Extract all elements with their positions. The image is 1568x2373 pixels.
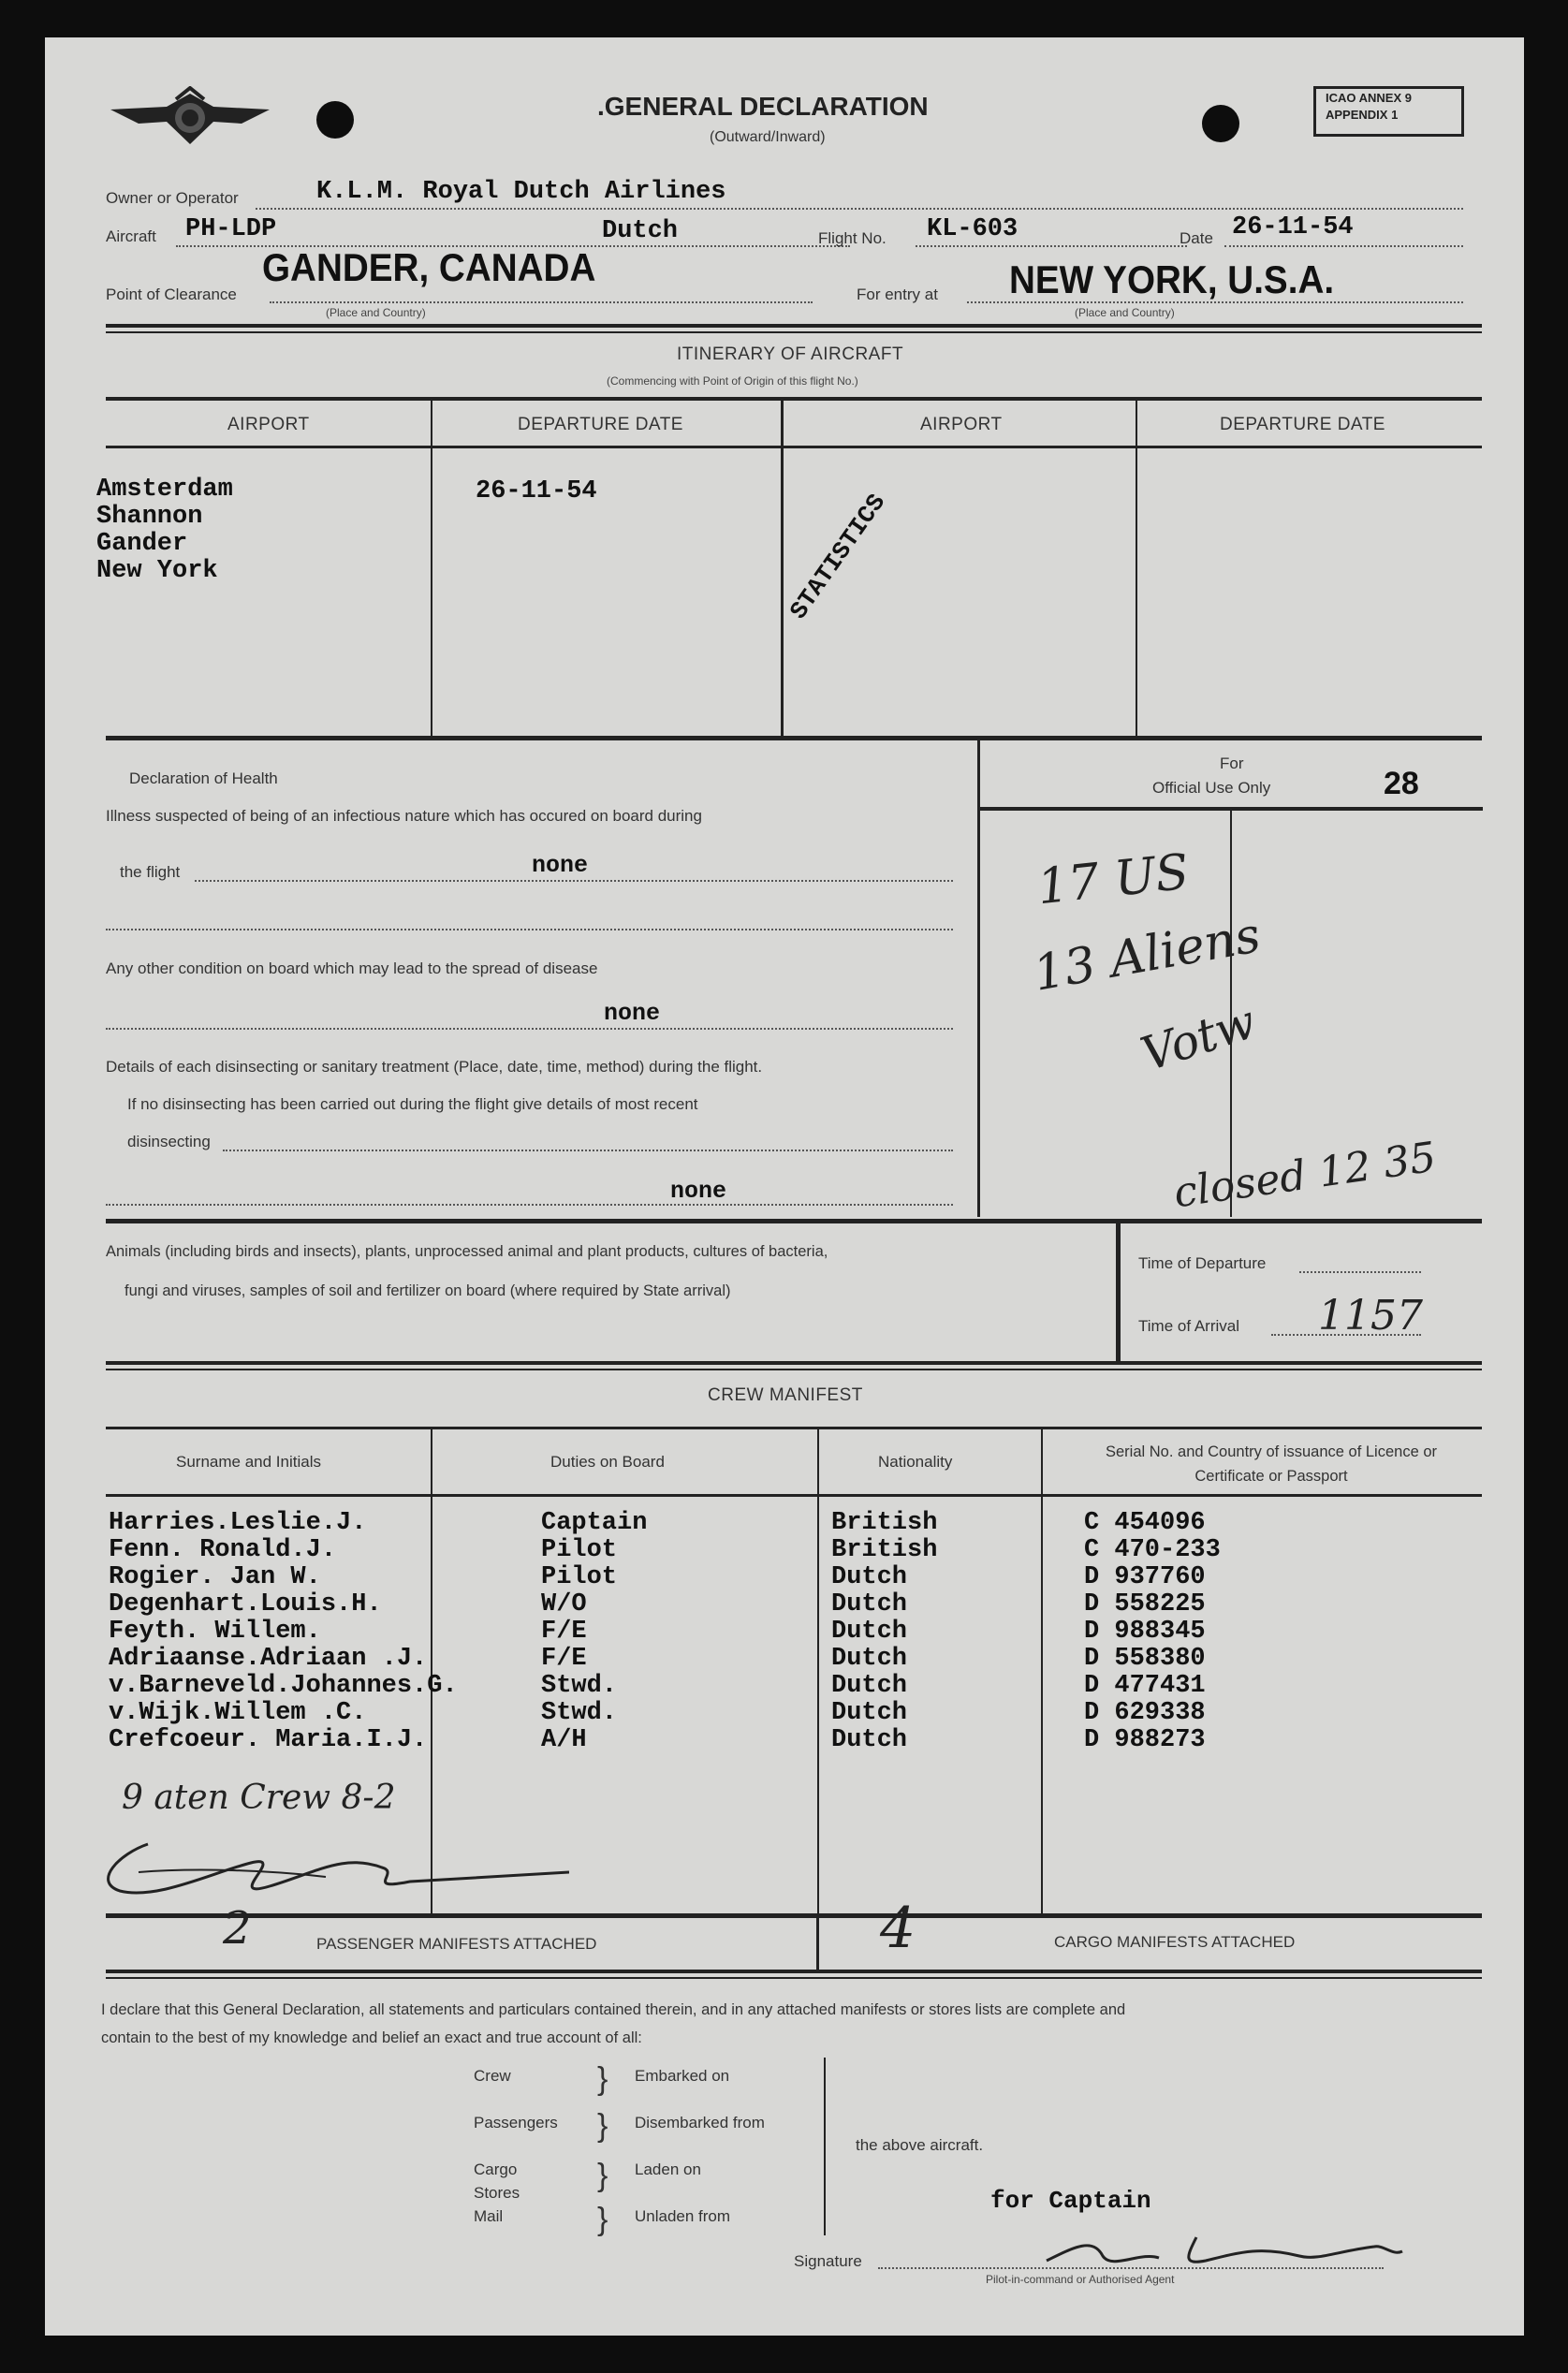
decl-brace-2: } <box>597 2108 608 2144</box>
crew-name-3: Rogier. Jan W. <box>109 1563 321 1591</box>
itinerary-title: ITINERARY OF AIRCRAFT <box>677 344 904 364</box>
crew-nationality-5: Dutch <box>831 1618 908 1646</box>
flight-no-value: KL-603 <box>927 215 1018 243</box>
crew-nationality-3: Dutch <box>831 1563 908 1591</box>
health-q2: Any other condition on board which may lead to the spread of disease <box>106 959 598 977</box>
aircraft-label: Aircraft <box>106 227 156 245</box>
date-label: Date <box>1180 229 1213 247</box>
health-q1-tail: the flight <box>120 863 181 881</box>
crew-duty-1: Captain <box>541 1509 648 1537</box>
crew-serial-2: C 470-233 <box>1084 1536 1221 1564</box>
itinerary-subtitle: (Commencing with Point of Origin of this flight No.) <box>607 374 858 388</box>
health-a3: none <box>670 1178 727 1205</box>
official-note-initials: Votw <box>1135 994 1263 1082</box>
manifest-rule-bottom-1 <box>106 1970 1482 1973</box>
itinerary-rule-header <box>106 446 1482 448</box>
itinerary-airport-2: Shannon <box>96 503 203 531</box>
for-captain: for Captain <box>990 2187 1151 2215</box>
arrival-time-value: 1157 <box>1318 1292 1423 1340</box>
crew-name-9: Crefcoeur. Maria.I.J. <box>109 1726 428 1754</box>
rule-header-1 <box>106 324 1482 328</box>
arrival-time-label: Time of Arrival <box>1138 1317 1240 1335</box>
cargo-manifest-label: CARGO MANIFESTS ATTACHED <box>1054 1933 1296 1951</box>
annex-label: ICAO ANNEX 9 APPENDIX 1 <box>1326 91 1412 122</box>
decl-cargo: Cargo <box>474 2161 518 2178</box>
aircraft-nationality: Dutch <box>602 217 679 245</box>
itinerary-rule-top <box>106 397 1482 401</box>
crew-duty-8: Stwd. <box>541 1699 618 1727</box>
cargo-manifest-count: 4 <box>880 1896 916 1961</box>
itinerary-vline-1 <box>431 399 432 736</box>
crew-handnote: 9 aten Crew 8-2 <box>122 1779 396 1817</box>
health-title: Declaration of Health <box>129 769 278 787</box>
health-q3-dots <box>223 1150 953 1151</box>
form-title: .GENERAL DECLARATION <box>597 92 929 121</box>
animals-rule-2 <box>106 1369 1482 1370</box>
crew-duty-2: Pilot <box>541 1536 618 1564</box>
decl-mail: Mail <box>474 2207 504 2225</box>
decl-crew: Crew <box>474 2067 511 2085</box>
clearance-value: GANDER, CANADA <box>262 245 596 289</box>
itinerary-header-date-1: DEPARTURE DATE <box>518 415 683 434</box>
animals-line-2: fungi and viruses, samples of soil and fertilizer on board (where required by State arrival) <box>125 1282 731 1299</box>
crew-nationality-7: Dutch <box>831 1672 908 1700</box>
date-dots <box>1224 245 1463 247</box>
official-vline-left <box>977 740 980 1217</box>
health-q3b: If no disinsecting has been carried out during the flight give details of most recent <box>127 1095 698 1113</box>
animals-vline <box>1116 1221 1121 1361</box>
health-rule-bottom <box>106 1219 1482 1223</box>
crew-duty-7: Stwd. <box>541 1672 618 1700</box>
flight-no-label: Flight No. <box>818 229 887 247</box>
punch-hole-left <box>316 101 354 139</box>
crew-header-serial: Serial No. and Country of issuance of Licence or Certificate or Passport <box>1105 1443 1438 1485</box>
crew-serial-8: D 629338 <box>1084 1699 1206 1727</box>
departure-time-label: Time of Departure <box>1138 1254 1267 1272</box>
health-blank-dots <box>106 929 953 930</box>
crew-duty-6: F/E <box>541 1645 587 1673</box>
crew-nationality-8: Dutch <box>831 1699 908 1727</box>
health-q3a: Details of each disinsecting or sanitary treatment (Place, date, time, method) during the flight. <box>106 1058 763 1076</box>
health-a2: none <box>604 1000 661 1027</box>
crew-rule-top <box>106 1427 1482 1429</box>
official-number: 28 <box>1384 766 1419 801</box>
crew-nationality-6: Dutch <box>831 1645 908 1673</box>
owner-dots <box>256 208 1463 210</box>
itinerary-rule-bottom <box>106 736 1482 740</box>
itinerary-header-airport-1: AIRPORT <box>227 415 310 434</box>
itinerary-header-date-2: DEPARTURE DATE <box>1220 415 1385 434</box>
entry-dots <box>967 301 1463 303</box>
decl-brace-1: } <box>597 2061 608 2097</box>
passenger-manifest-label: PASSENGER MANIFESTS ATTACHED <box>316 1935 597 1953</box>
crew-duty-3: Pilot <box>541 1563 618 1591</box>
flight-no-dots <box>916 245 1187 247</box>
decl-above-aircraft: the above aircraft. <box>856 2136 984 2154</box>
itinerary-departure-date: 26-11-54 <box>476 477 597 505</box>
entry-label: For entry at <box>857 286 938 303</box>
decl-laden: Laden on <box>635 2161 701 2178</box>
crew-name-7: v.Barneveld.Johannes.G. <box>109 1672 458 1700</box>
health-a1: none <box>532 852 589 879</box>
animals-line-1: Animals (including birds and insects), plants, unprocessed animal and plant products, cultures of bacteria, <box>106 1243 828 1260</box>
manifest-rule-top <box>106 1913 1482 1918</box>
health-q3c: disinsecting <box>127 1133 211 1150</box>
signature-label: Signature <box>794 2252 862 2270</box>
health-a1-dots <box>195 880 953 882</box>
itinerary-airport-3: Gander <box>96 530 188 558</box>
signature-caption: Pilot-in-command or Authorised Agent <box>986 2273 1175 2286</box>
passenger-manifest-count: 2 <box>223 1902 252 1955</box>
official-label-top: For <box>1220 754 1244 772</box>
crew-name-2: Fenn. Ronald.J. <box>109 1536 337 1564</box>
crew-duty-9: A/H <box>541 1726 587 1754</box>
crew-header-duties: Duties on Board <box>550 1453 665 1471</box>
crew-serial-9: D 988273 <box>1084 1726 1206 1754</box>
official-note-us: 17 US <box>1034 843 1192 916</box>
official-label: Official Use Only <box>1152 779 1271 797</box>
entry-value: NEW YORK, U.S.A. <box>1009 257 1335 301</box>
itinerary-vline-3 <box>1136 399 1137 736</box>
crew-nationality-2: British <box>831 1536 938 1564</box>
declaration-line-1: I declare that this General Declaration, all statements and particulars contained therein, and in any attached manifests or stores lists are complete and <box>101 2001 1126 2018</box>
crew-name-1: Harries.Leslie.J. <box>109 1509 367 1537</box>
crew-nationality-9: Dutch <box>831 1726 908 1754</box>
crew-name-8: v.Wijk.Willem .C. <box>109 1699 367 1727</box>
crew-signature-scribble <box>82 1816 569 1910</box>
aircraft-value: PH-LDP <box>185 215 277 243</box>
health-q1: Illness suspected of being of an infectious nature which has occured on board during <box>106 807 702 825</box>
crew-name-6: Adriaanse.Adriaan .J. <box>109 1645 428 1673</box>
crew-serial-5: D 988345 <box>1084 1618 1206 1646</box>
owner-label: Owner or Operator <box>106 189 239 207</box>
statistics-stamp: STATISTICS <box>784 489 892 625</box>
decl-passengers: Passengers <box>474 2114 558 2131</box>
crew-nationality-4: Dutch <box>831 1590 908 1619</box>
decl-unladen: Unladen from <box>635 2207 731 2225</box>
owner-value: K.L.M. Royal Dutch Airlines <box>316 178 726 206</box>
manifest-rule-bottom-2 <box>106 1977 1482 1979</box>
crew-title: CREW MANIFEST <box>708 1385 863 1405</box>
itinerary-airport-4: New York <box>96 557 218 585</box>
decl-brace-3: } <box>597 2158 608 2193</box>
crew-nationality-1: British <box>831 1509 938 1537</box>
crew-serial-3: D 937760 <box>1084 1563 1206 1591</box>
clearance-caption: (Place and Country) <box>326 306 426 319</box>
crew-serial-1: C 454096 <box>1084 1509 1206 1537</box>
decl-brace-4: } <box>597 2202 608 2237</box>
crew-vline-3 <box>1041 1428 1043 1913</box>
crew-duty-5: F/E <box>541 1618 587 1646</box>
crew-name-4: Degenhart.Louis.H. <box>109 1590 382 1619</box>
animals-rule-1 <box>106 1361 1482 1365</box>
date-value: 26-11-54 <box>1232 213 1354 242</box>
crew-serial-7: D 477431 <box>1084 1672 1206 1700</box>
crew-vline-2 <box>817 1428 819 1913</box>
health-a2-dots <box>106 1028 953 1030</box>
crew-header-nationality: Nationality <box>878 1453 953 1471</box>
crew-duty-4: W/O <box>541 1590 587 1619</box>
itinerary-airport-1: Amsterdam <box>96 476 233 504</box>
official-closed-note: closed 12 35 <box>1170 1133 1440 1218</box>
decl-bracket <box>824 2058 826 2235</box>
decl-embarked: Embarked on <box>635 2067 730 2085</box>
form-subtitle: (Outward/Inward) <box>710 129 826 145</box>
klm-logo <box>101 86 279 152</box>
entry-caption: (Place and Country) <box>1075 306 1175 319</box>
manifest-vline <box>816 1915 819 1971</box>
itinerary-vline-2 <box>781 399 784 736</box>
crew-serial-6: D 558380 <box>1084 1645 1206 1673</box>
departure-time-dots <box>1299 1271 1421 1273</box>
crew-serial-4: D 558225 <box>1084 1590 1206 1619</box>
decl-disembarked: Disembarked from <box>635 2114 765 2131</box>
declaration-form <box>45 37 1524 2336</box>
rule-header-2 <box>106 331 1482 333</box>
declaration-line-2: contain to the best of my knowledge and belief an exact and true account of all: <box>101 2029 642 2046</box>
crew-header-name: Surname and Initials <box>176 1453 321 1471</box>
clearance-label: Point of Clearance <box>106 286 237 303</box>
official-note-aliens: 13 Aliens <box>1029 907 1265 1003</box>
crew-rule-header <box>106 1494 1482 1497</box>
punch-hole-right <box>1202 105 1239 142</box>
itinerary-header-airport-2: AIRPORT <box>920 415 1003 434</box>
clearance-dots <box>270 301 813 303</box>
decl-stores: Stores <box>474 2184 520 2202</box>
health-a3-dots <box>106 1204 953 1206</box>
crew-name-5: Feyth. Willem. <box>109 1618 321 1646</box>
